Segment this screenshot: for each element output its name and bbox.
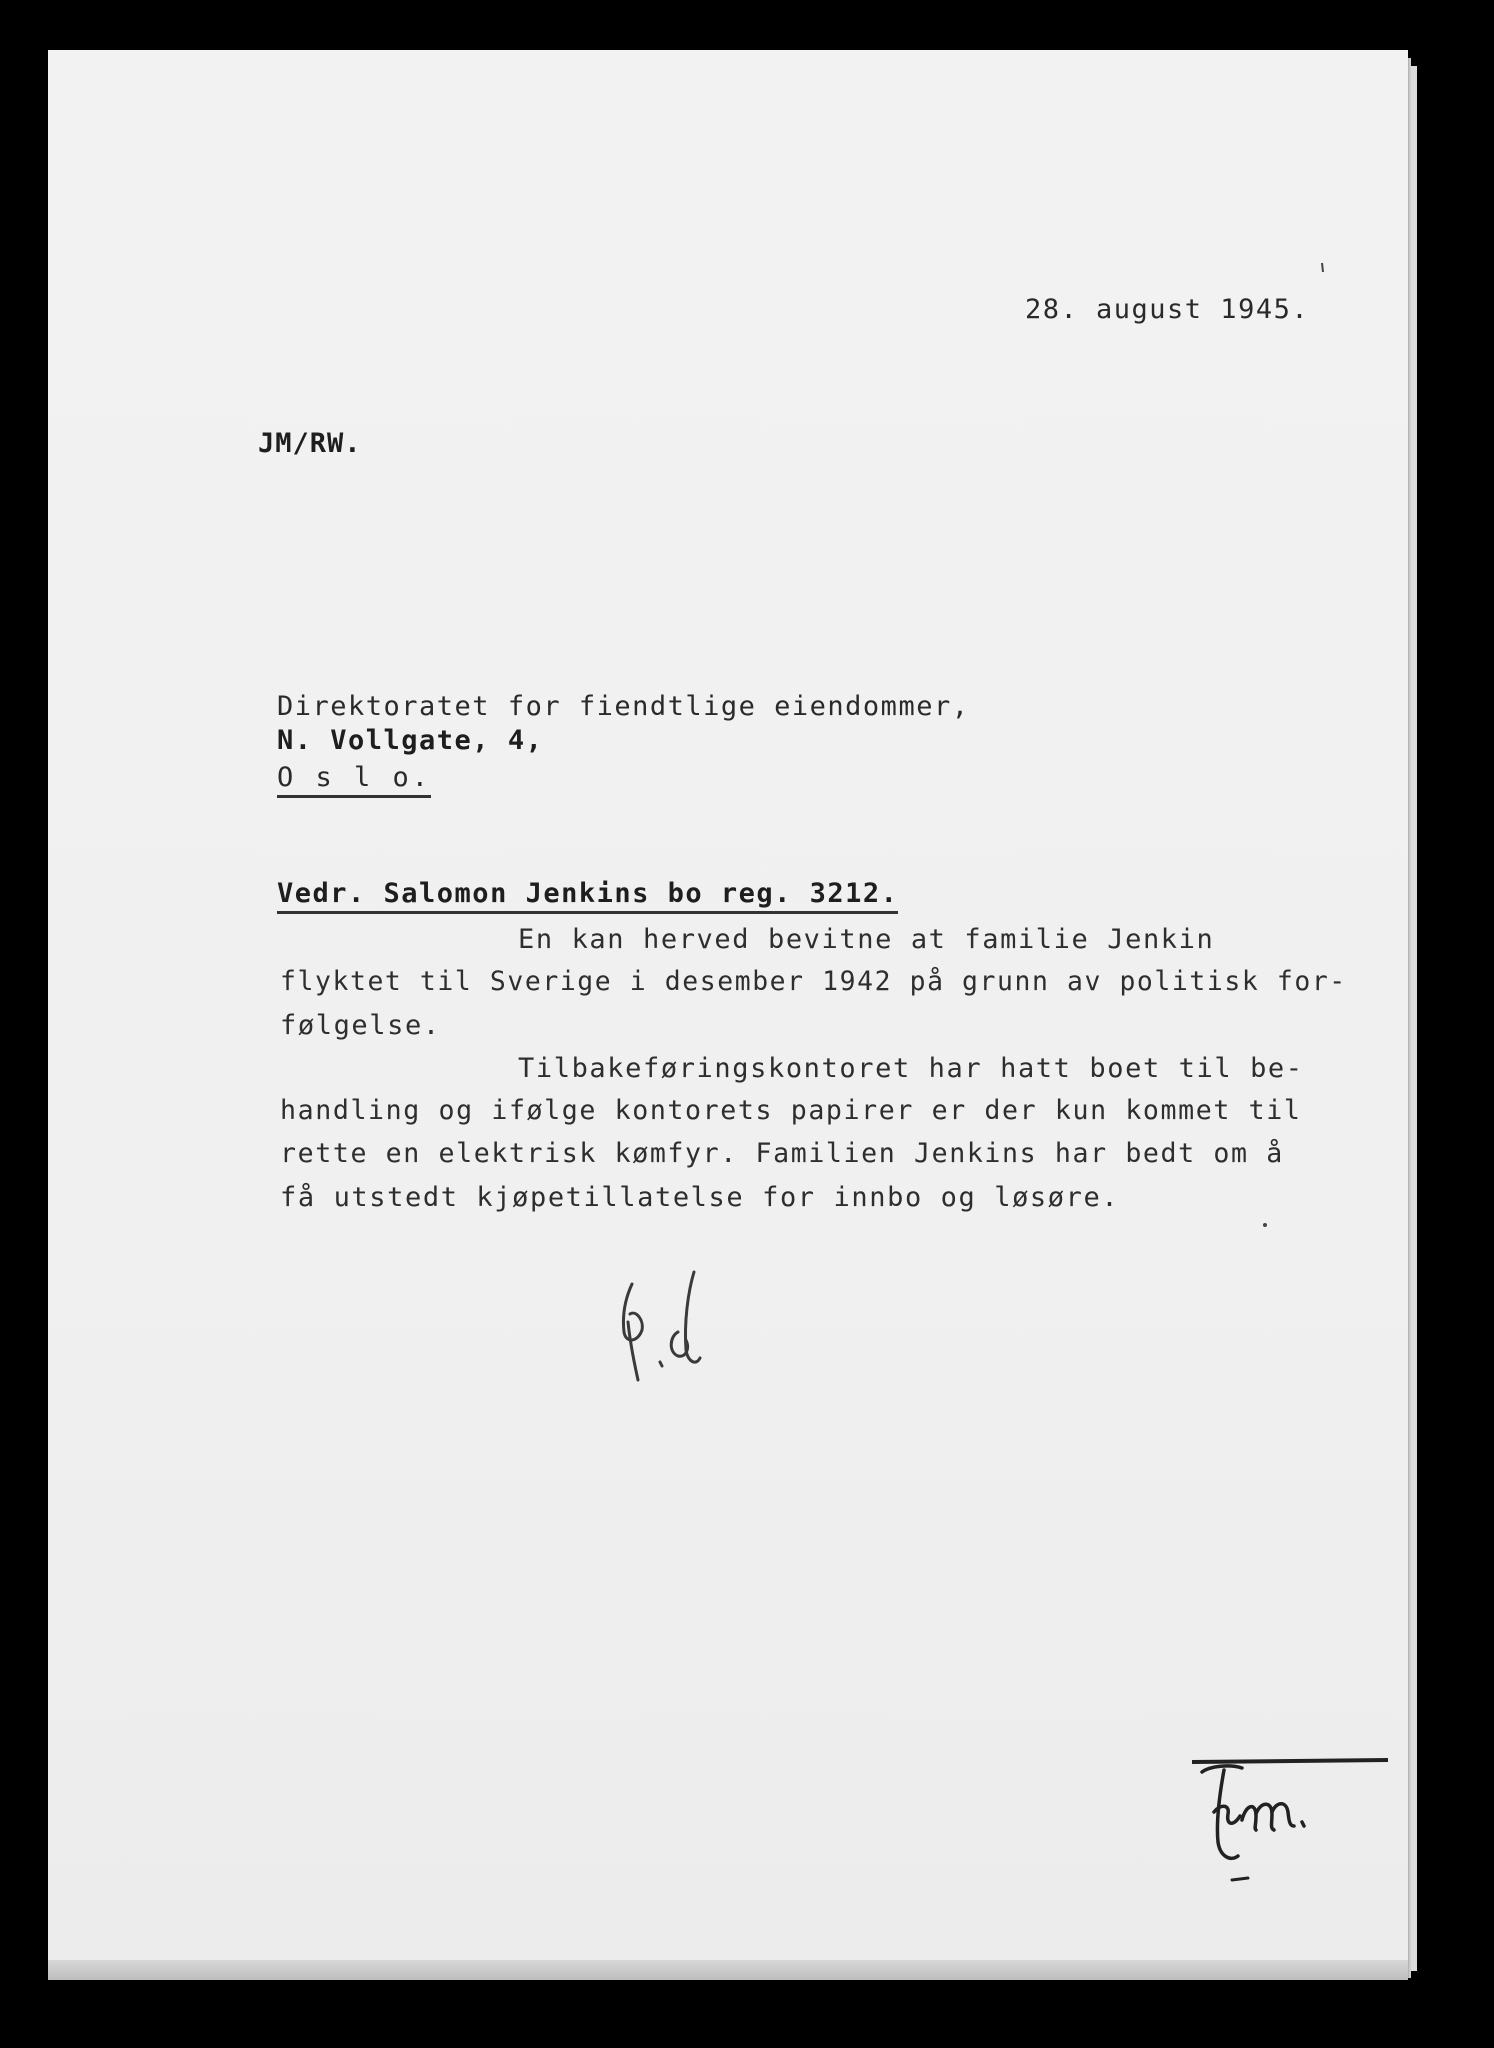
body-line-5: handling og ifølge kontorets papirer er der kun kommet til <box>280 1095 1302 1126</box>
page-bottom-edge <box>48 1960 1408 1980</box>
handwritten-signature <box>1190 1752 1390 1902</box>
letter-page <box>48 50 1408 1980</box>
body-line-6: rette en elektrisk kømfyr. Familien Jenkins har bedt om å <box>280 1138 1284 1169</box>
body-line-1: En kan herved bevitne at familie Jenkin <box>518 924 1215 955</box>
letter-date: 28. august 1945. <box>1025 294 1310 325</box>
recipient-line-2: N. Vollgate, 4, <box>277 725 544 756</box>
margin-dot <box>1262 1222 1268 1228</box>
body-line-7: få utstedt kjøpetillatelse for innbo og løsøre. <box>280 1182 1120 1213</box>
body-line-3: følgelse. <box>280 1010 441 1041</box>
subject-line: Vedr. Salomon Jenkins bo reg. 3212. <box>277 880 898 914</box>
body-line-4: Tilbakeføringskontoret har hatt boet til be- <box>518 1053 1304 1084</box>
body-line-2: flyktet til Sverige i desember 1942 på grunn av politisk for- <box>280 966 1347 997</box>
handwritten-initials <box>608 1262 728 1392</box>
recipient-line-1: Direktoratet for fiendtlige eiendommer, <box>277 691 970 722</box>
reference-code: JM/RW. <box>258 428 362 459</box>
recipient-city: O s l o. <box>277 764 431 798</box>
margin-tick-mark <box>1320 262 1326 274</box>
